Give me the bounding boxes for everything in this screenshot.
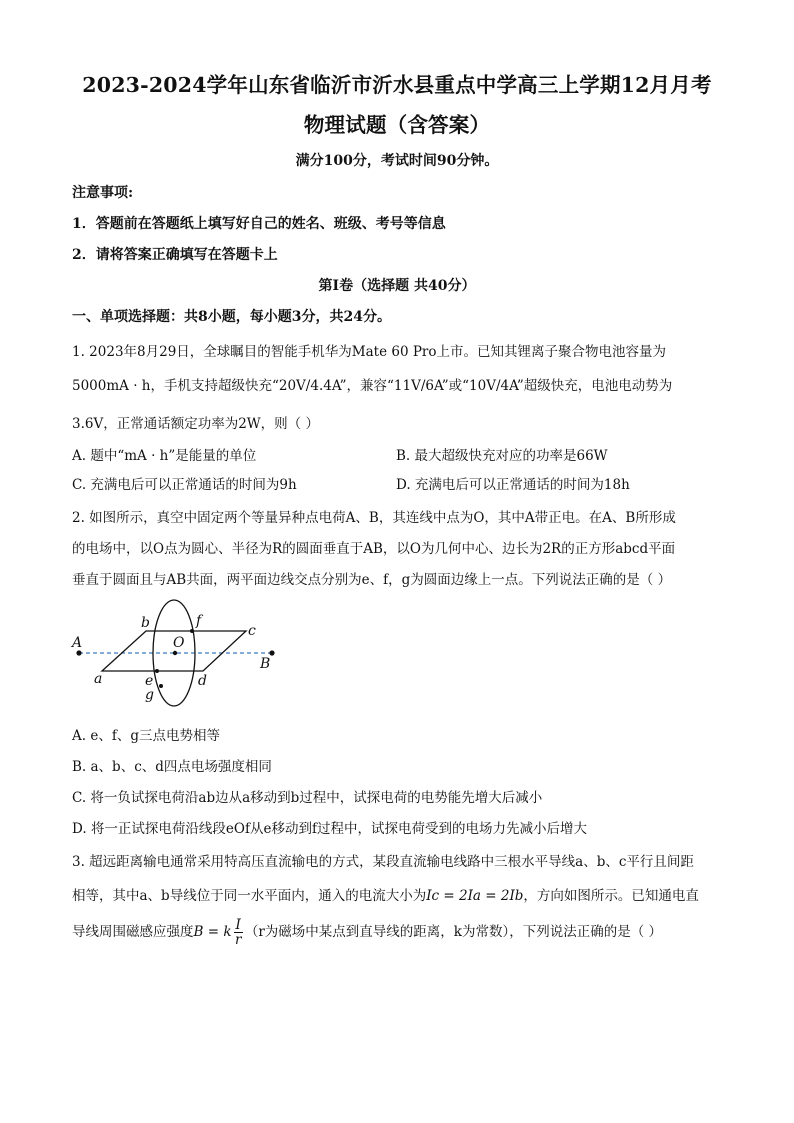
notes-heading: 注意事项: [72,185,134,201]
q3-field-fraction [234,918,243,947]
charge-a-point [76,650,81,655]
q2-option-d: D. 将一正试探电荷沿线段eOf从e移动到f过程中，试探电荷受到的电场力先减小后增大 [72,821,587,837]
q3-line3 [72,918,662,947]
notes-item-2: 2．请将答案正确填写在答题卡上 [72,247,278,263]
q3-line3-text: 导线周围磁感应强度 [72,924,194,940]
q3-line2 [72,884,699,904]
q2-line3: 垂直于圆面且与AB共面，两平面边线交点分别为e、f，g为圆面边缘上一点。下列说法正确的是（ ） [72,572,672,588]
q1-line3: 3.6V，正常通话额定功率为2W，则（ ） [72,416,319,432]
exam-info: 满分100分，考试时间90分钟。 [295,153,499,169]
q3-field-formula-lhs: B = k [193,924,232,940]
label-d: d [198,673,207,689]
label-b: b [141,615,150,631]
point-g [159,684,163,688]
q3-current-formula: Ic = 2Ia = 2Ib [426,888,524,904]
q1-option-b: B. 最大超级快充对应的功率是66W [396,448,608,464]
q3-line2-text: 相等，其中a、b导线位于同一水平面内，通入的电流大小为 [72,888,427,904]
notes-item-1: 1．答题前在答题纸上填写好自己的姓名、班级、考号等信息 [72,216,446,232]
q3-line2-tail: ，方向如图所示。已知通电直 [523,888,699,904]
q1-option-d: D. 充满电后可以正常通话的时间为18h [396,477,630,493]
point-f [190,629,194,633]
part-title: 第I卷（选择题 共40分） [318,278,476,294]
point-e [155,669,159,673]
q2-option-c: C. 将一负试探电荷沿ab边从a移动到b过程中，试探电荷的电势能先增大后减小 [72,790,543,806]
q1-line1: 1. 2023年8月29日，全球瞩目的智能手机华为Mate 60 Pro上市。已知其锂离子聚合物电池容量为 [72,344,667,360]
label-e: e [145,673,154,689]
label-B: B [260,656,271,672]
label-f: f [196,613,202,629]
label-O: O [173,635,185,651]
q3-line1: 3. 超远距离输电通常采用特高压直流输电的方式，某段直流输电线路中三根水平导线a、b、c平行且间距 [72,854,694,870]
fraction-numerator: I [235,917,241,933]
q1-line2: 5000mA · h，手机支持超级快充“20V/4.4A”，兼容“11V/6A”或“10V/4A”超级快充，电池电动势为 [72,378,673,394]
label-g: g [145,687,154,703]
document-title-line1: 2023-2024学年山东省临沂市沂水县重点中学高三上学期12月月考 [82,73,712,97]
q2-line2: 的电场中，以O点为圆心、半径为R的圆面垂直于AB，以O为几何中心、边长为2R的正方形abcd平面 [72,541,676,557]
q2-option-b: B. a、b、c、d四点电场强度相同 [72,759,272,775]
label-a: a [94,671,103,687]
q3-line3-tail: （r为磁场中某点到直导线的距离，k为常数），下列说法正确的是（ ） [244,924,663,940]
label-c: c [248,623,256,639]
document-title-line2: 物理试题（含答案） [303,113,491,137]
section-heading: 一、单项选择题：共8小题，每小题3分，共24分。 [72,309,391,325]
q2-line1: 2. 如图所示，真空中固定两个等量异种点电荷A、B，其连线中点为O，其中A带正电。在A、B所形成 [72,510,676,526]
charge-b-point [269,650,274,655]
q1-option-c: C. 充满电后可以正常通话的时间为9h [72,477,297,493]
fraction-denominator: r [234,932,242,948]
label-A: A [72,635,83,651]
q2-figure [60,595,290,710]
center-o-point [173,651,177,655]
q2-option-a: A. e、f、g三点电势相等 [72,728,220,744]
q1-option-a: A. 题中“mA · h”是能量的单位 [72,448,257,464]
